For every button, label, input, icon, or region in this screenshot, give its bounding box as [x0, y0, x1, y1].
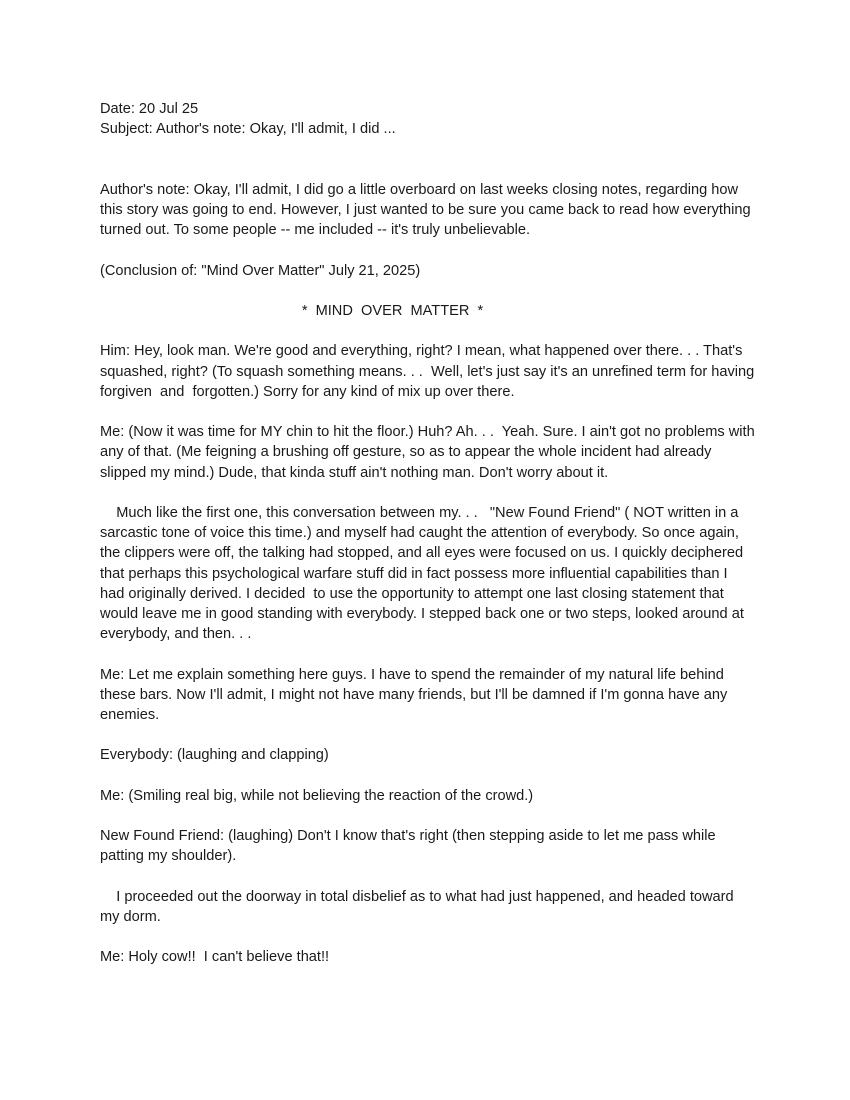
paragraph-me-response: Me: (Now it was time for MY chin to hit the floor.) Huh? Ah. . . Yeah. Sure. I ain't got no problems with any of that. (Me feigning a brushing off gesture, so as to appear the whole incident had already slipped my mind.) Dude, that kinda stuff ain't nothing man. Don't worry about it. [100, 424, 759, 481]
conclusion-note: (Conclusion of: "Mind Over Matter" July 21, 2025) [100, 262, 421, 279]
date-line: Date: 20 Jul 25 [100, 101, 199, 117]
paragraph-narration: Much like the first one, this conversation between my. . . "New Found Friend" ( NOT written in a sarcastic tone of voice this time.) and myself had caught the attention of everybody. So once again, the clippers were off, the talking had stopped, and all eyes were focused on us. I quickly deciphered that perhaps this psychological warfare stuff did in fact possess more influential capabilities than I had originally derived. I decided to use the opportunity to attempt one last closing statement that would leave me in good standing with everybody. I stepped back one or two steps, looked around at everybody, and then. . . [100, 504, 748, 643]
email-header [100, 99, 755, 139]
document-page [100, 99, 759, 988]
paragraph-doorway: I proceeded out the doorway in total disbelief as to what had just happened, and headed toward my dorm. [100, 888, 738, 925]
story-title: * MIND OVER MATTER * [301, 302, 484, 319]
author-note-paragraph: Author's note: Okay, I'll admit, I did go a little overboard on last weeks closing notes, regarding how this story was going to end. However, I just wanted to be sure you came back to read how everything turned out. To some people -- me included -- it's truly unbelievable. [100, 181, 755, 239]
paragraph-me-smiling: Me: (Smiling real big, while not believing the reaction of the crowd.) [100, 787, 534, 804]
paragraph-new-found-friend: New Found Friend: (laughing) Don't I know that's right (then stepping aside to let me pass while patting my shoulder). [100, 828, 720, 865]
paragraph-holy-cow: Me: Holy cow!! I can't believe that!! [100, 949, 330, 966]
subject-line: Subject: Author's note: Okay, I'll admit, I did ... [100, 121, 396, 138]
paragraph-him-dialogue: Him: Hey, look man. We're good and everything, right? I mean, what happened over there. . . That's squashed, right? (To squash something means. . . Well, let's just say it's an unrefined term for having forgiven and forgotten.) Sorry for any kind of mix up over there. [100, 343, 759, 400]
paragraph-everybody: Everybody: (laughing and clapping) [100, 747, 329, 764]
paragraph-me-explain: Me: Let me explain something here guys. I have to spend the remainder of my natural life behind these bars. Now I'll admit, I might not have many friends, but I'll be damned if I'm gonna have any enemies. [100, 666, 732, 723]
